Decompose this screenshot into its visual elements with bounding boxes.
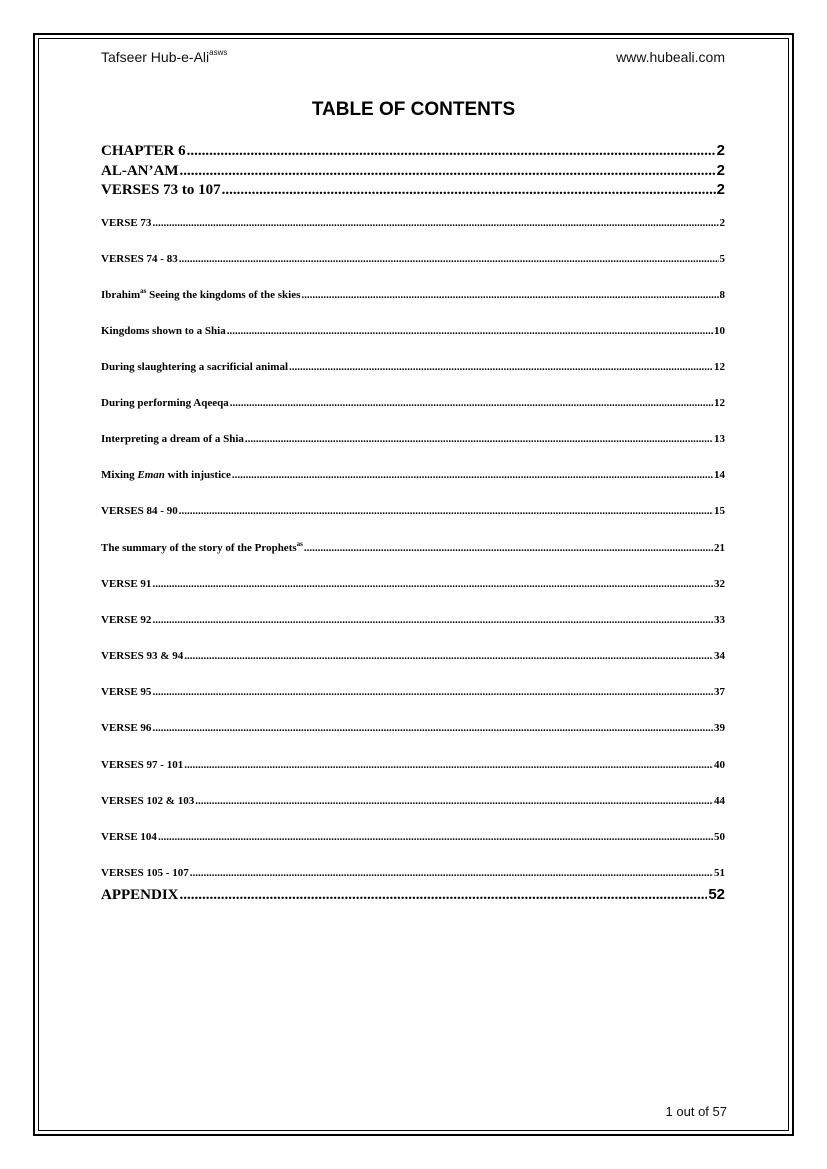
toc-page-number: 5 <box>719 253 725 265</box>
toc-entry-chapter-6[interactable]: CHAPTER 6 ..... 2 <box>101 142 725 160</box>
toc-page-number: 10 <box>714 325 725 337</box>
toc-page-number: 34 <box>714 650 725 662</box>
toc-entry-verse-91[interactable]: VERSE 91 ..... 32 <box>101 578 725 590</box>
toc-page-number: 21 <box>714 542 725 554</box>
toc-entry-verses-105-107[interactable]: VERSES 105 - 107 ..... 51 <box>101 867 725 879</box>
header-title-superscript: asws <box>209 48 228 57</box>
toc-entry-dream[interactable]: Interpreting a dream of a Shia ..... 13 <box>101 433 725 445</box>
toc-page-number: 39 <box>714 722 725 734</box>
toc-page-number: 32 <box>714 578 725 590</box>
toc-entry-verse-73[interactable]: VERSE 73 ..... 2 <box>101 217 725 229</box>
toc-page-number: 51 <box>714 867 725 879</box>
toc-page-number: 52 <box>708 886 725 903</box>
toc-page-number: 37 <box>714 686 725 698</box>
header-title <box>101 49 227 65</box>
toc-entry-verse-95[interactable]: VERSE 95 ..... 37 <box>101 686 725 698</box>
toc-entry-verse-92[interactable]: VERSE 92 ..... 33 <box>101 614 725 626</box>
toc-entry-slaughtering[interactable]: During slaughtering a sacrificial animal ..... 12 <box>101 361 725 373</box>
header-website-link[interactable]: www.hubeali.com <box>616 49 725 65</box>
toc-page-number: 14 <box>714 469 725 481</box>
toc-entry-kingdoms-shia[interactable]: Kingdoms shown to a Shia ..... 10 <box>101 325 725 337</box>
toc-page-number: 40 <box>714 759 725 771</box>
toc-page-number: 12 <box>714 397 725 409</box>
toc-entry-verses-74-83[interactable]: VERSES 74 - 83 ..... 5 <box>101 253 725 265</box>
toc-page-number: 2 <box>719 217 725 229</box>
toc-page-number: 2 <box>716 162 725 179</box>
toc-page-number: 44 <box>714 795 725 807</box>
toc-entry-appendix[interactable]: APPENDIX ..... 52 <box>101 886 725 904</box>
toc-entry-verses-84-90[interactable]: VERSES 84 - 90 ..... 15 <box>101 505 725 517</box>
toc-entry-verses-102-103[interactable]: VERSES 102 & 103 ..... 44 <box>101 795 725 807</box>
toc-entry-verses-97-101[interactable]: VERSES 97 - 101 ..... 40 <box>101 759 725 771</box>
toc-entry-verse-96[interactable]: VERSE 96 ..... 39 <box>101 722 725 734</box>
toc-page-number: 8 <box>719 289 725 301</box>
toc-page-number: 33 <box>714 614 725 626</box>
toc-entry-verses-73-107[interactable]: VERSES 73 to 107 ..... 2 <box>101 181 725 199</box>
page-header <box>101 49 725 69</box>
toc-entry-verse-104[interactable]: VERSE 104 ..... 50 <box>101 831 725 843</box>
toc-entry-al-anam[interactable]: AL-AN’AM ..... 2 <box>101 162 725 180</box>
toc-page-number: 2 <box>716 181 725 198</box>
toc-page-number: 12 <box>714 361 725 373</box>
toc-entry-aqeeqa[interactable]: During performing Aqeeqa ..... 12 <box>101 397 725 409</box>
toc-page-number: 15 <box>714 505 725 517</box>
toc-entry-verses-93-94[interactable]: VERSES 93 & 94 ..... 34 <box>101 650 725 662</box>
page-title: TABLE OF CONTENTS <box>311 99 516 120</box>
toc-page-number: 13 <box>714 433 725 445</box>
header-title-text: Tafseer Hub-e-Ali <box>101 49 210 65</box>
toc-entry-ibrahim-kingdoms[interactable]: Ibrahim$^{as}$ Seeing the kingdoms of the skies ..... 8 <box>101 289 725 301</box>
toc-entry-mixing-eman[interactable]: Mixing Eman with injustice ..... 14 <box>101 469 725 481</box>
toc-page-number: 2 <box>716 142 725 159</box>
page-number-indicator: 1 out of 57 <box>665 1104 727 1119</box>
toc-page-number: 50 <box>714 831 725 843</box>
toc-entry-summary-prophets[interactable]: The summary of the story of the Prophets$^{as}$ ..... 21 <box>101 542 725 554</box>
